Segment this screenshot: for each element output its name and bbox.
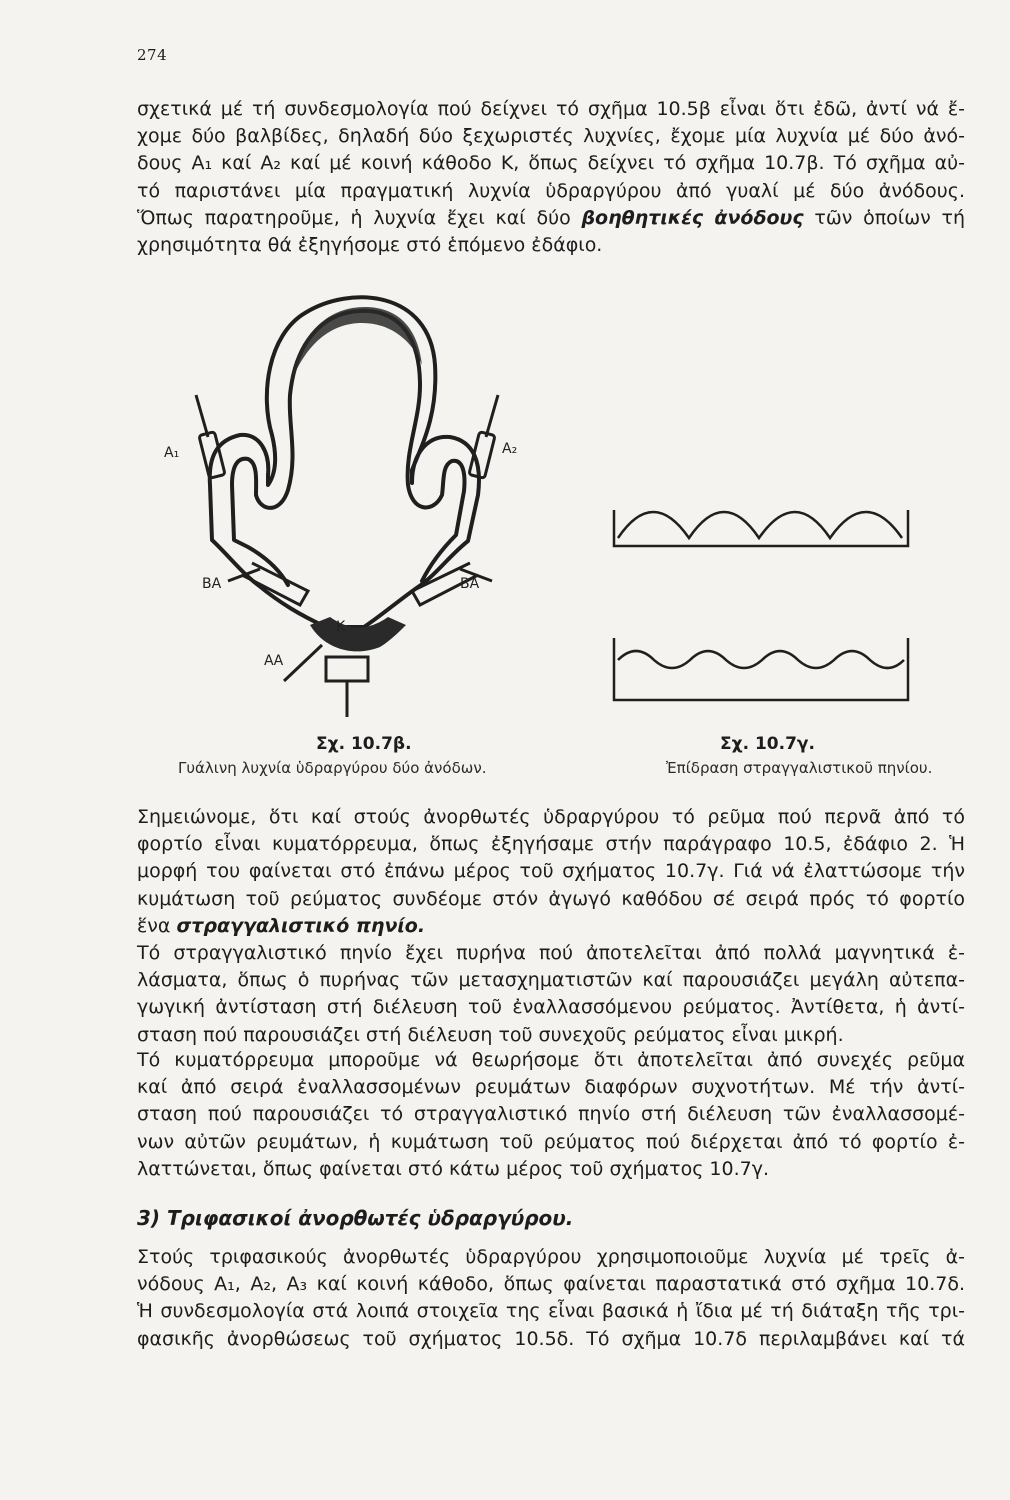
text-line: λαττώνεται, ὅπως φαίνεται στό κάτω μέρος τοῦ σχήματος 10.7γ. [137,1157,769,1180]
page-number: 274 [137,46,168,64]
mercury-tube-diagram [150,285,570,725]
tube-inner-wall [232,311,465,585]
text-line: μορφή του φαίνεται στό ἐπάνω μέρος τοῦ σχήματος 10.7γ. Γιά νά ἐλαττώσομε τήν [137,860,965,883]
label-aux-left: ΒΑ [202,576,222,592]
paragraph-intro [137,96,965,259]
text-fragment: Ὅπως παρατηροῦμε, ἡ λυχνία ἔχει καί δύο [137,206,582,229]
text-line: φασικῆς ἀνορθώσεως τοῦ σχήματος 10.5δ. Τό σχῆμα 10.7δ περιλαμβάνει καί τά [137,1327,965,1350]
baseline-box [614,638,908,700]
text-fragment: τῶν ὁποίων τή [803,206,965,229]
paragraph-frequencies [137,1047,965,1183]
figure-beta-number: Σχ. 10.7β. [316,734,412,754]
text-fragment: ἕνα [137,914,177,937]
emphasis-term: βοηθητικές ἀνόδους [581,206,804,229]
text-line: σταση πού παρουσιάζει στή διέλευση τοῦ συνεχοῦς ρεύματος εἶναι μικρή. [137,1023,844,1046]
anode2-lead [486,395,498,437]
baseline-box [614,510,908,546]
text-line: καί ἀπό σειρά ἐναλλασσομένων ρευμάτων διαφόρων συχνοτήτων. Μέ τήν ἀντί- [137,1076,965,1099]
figure-beta-caption: Γυάλινη λυχνία ὑδραργύρου δύο ἀνόδων. [178,759,487,777]
text-line: νόδους Α₁, Α₂, Α₃ καί κοινή κάθοδο, ὅπως φαίνεται παραστατικά στό σχῆμα 10.7δ. [137,1273,965,1296]
label-ignition: ΑΑ [264,653,284,669]
label-cathode: Κ [336,619,346,635]
condensation-zone [290,307,422,385]
text-line: Στούς τριφασικούς ἀνορθωτές ὑδραργύρου χρησιμοποιοῦμε λυχνία μέ τρεῖς ἀ- [137,1246,965,1268]
anode2-electrode [469,432,495,479]
text-line: χρησιμότητα θά ἐξηγήσομε στό ἑπόμενο ἐδάφιο. [137,234,603,257]
text-line: σταση πού παρουσιάζει τό στραγγαλιστικό πηνίο στή διέλευση τῶν ἐναλλασσομέ- [137,1103,965,1126]
figure-gamma-caption: Ἐπίδραση στραγγαλιστικοῦ πηνίου. [666,759,933,777]
mercury-pool [310,617,406,651]
text-line [137,913,965,940]
text-line: λάσματα, ὅπως ὁ πυρήνας τῶν μετασχηματιστῶν καί παρουσιάζει μεγάλη αὐτεπα- [137,969,965,992]
emphasis-term: στραγγαλιστικό πηνίο. [176,914,426,937]
rectified-wave [618,512,902,538]
figure-gamma-number: Σχ. 10.7γ. [720,734,815,754]
anode1-lead [196,395,208,437]
text-line: τό παριστάνει μία πραγματική λυχνία ὑδραργύρου ἀπό γυαλί μέ δύο ἀνόδους. [137,179,965,202]
text-line: σχετικά μέ τή συνδεσμολογία πού δείχνει τό σχῆμα 10.5β εἶναι ὅτι ἐδῶ, ἀντί νά ἔ- [137,98,965,120]
label-anode2: Α₂ [502,441,518,457]
ignition-lead [284,645,322,681]
text-line [137,205,965,232]
text-line: Τό στραγγαλιστικό πηνίο ἔχει πυρήνα πού ἀποτελεῖται ἀπό πολλά μαγνητικά ἐ- [137,942,965,964]
text-line: γωγική ἀντίσταση στή διέλευση τοῦ ἐναλλασσόμενου ρεύματος. Ἀντίθετα, ἡ ἀντί- [137,996,965,1019]
ripple-waveform-unfiltered [612,490,912,550]
text-line: φορτίο εἶναι κυματόρρευμα, ὅπως ἐξηγήσαμε στήν παράγραφο 10.5, ἐδάφιο 2. Ἡ [137,833,965,856]
paragraph-ripple [137,804,965,940]
text-line: δους Α₁ καί Α₂ καί μέ κοινή κάθοδο Κ, ὅπως δείχνει τό σχῆμα 10.7β. Τό σχῆμα αὐ- [137,152,965,175]
text-line: νων αὐτῶν ρευμάτων, ἡ κυμάτωση τοῦ ρεύματος πού διέρχεται ἀπό τό φορτίο ἐ- [137,1130,965,1153]
label-aux-right: ΒΑ [460,576,480,592]
label-anode1: Α₁ [164,445,180,461]
text-line: χομε δύο βαλβίδες, δηλαδή δύο ξεχωριστές λυχνίες, ἔχομε μία λυχνία μέ δύο ἀνό- [137,125,965,148]
paragraph-three-phase [137,1244,965,1353]
ripple-waveform-filtered [612,620,912,706]
text-line: Τό κυματόρρευμα μποροῦμε νά θεωρήσομε ὅτι ἀποτελεῖται ἀπό συνεχές ρεῦμα [137,1049,965,1071]
paragraph-choke [137,940,965,1049]
section-heading: 3) Τριφασικοί ἀνορθωτές ὑδραργύρου. [137,1206,574,1230]
smoothed-wave [618,651,904,668]
text-line: Σημειώνομε, ὅτι καί στούς ἀνορθωτές ὑδραργύρου τό ρεῦμα πού περνᾶ ἀπό τό [137,806,965,828]
text-line: κυμάτωση τοῦ ρεύματος συνδέομε στόν ἀγωγό καθόδου σέ σειρά πρός τό φορτίο [137,887,965,910]
text-line: Ἡ συνδεσμολογία στά λοιπά στοιχεῖα της εἶναι βασικά ἡ ἴδια μέ τή διάταξη τῆς τρι- [137,1300,965,1323]
cathode-base [326,657,368,681]
